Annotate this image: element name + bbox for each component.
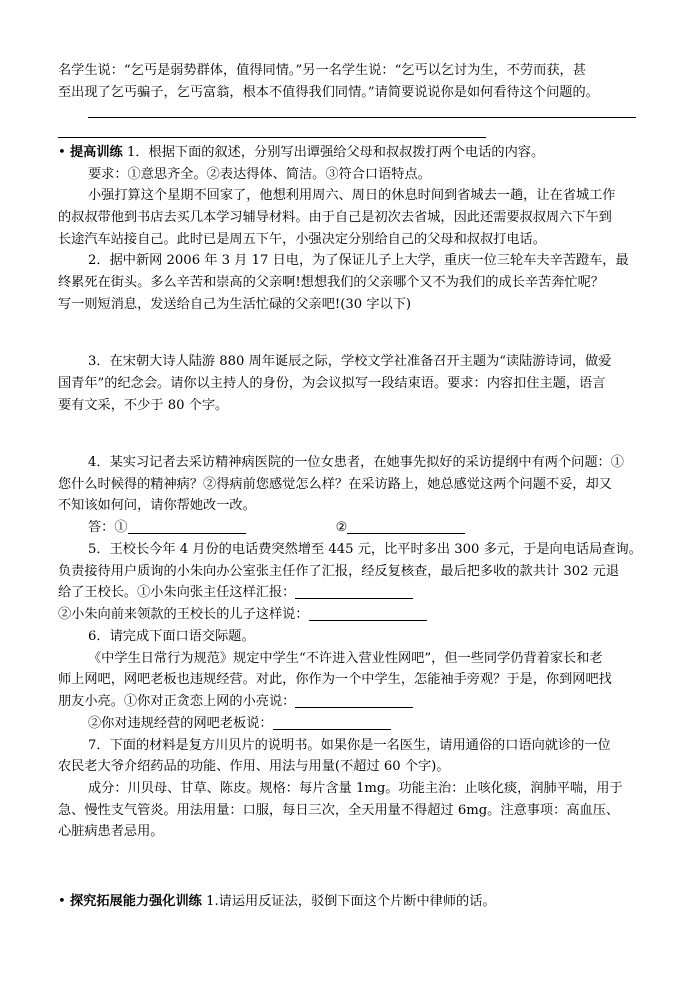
answer-row xyxy=(58,584,413,602)
text-line: 朋友小亮。①你对正贪恋上网的小亮说： xyxy=(58,694,296,709)
answer-blank[interactable] xyxy=(347,519,465,534)
answer-row xyxy=(88,519,465,537)
answer-blank[interactable] xyxy=(295,693,413,708)
text-line: 不知该如何问，请你帮她改一改。 xyxy=(58,498,256,513)
text-line: 要求：①意思齐全。②表达得体、简洁。③符合口语特点。 xyxy=(88,167,431,182)
text-line: 《中学生日常行为规范》规定中学生“不许进入营业性网吧”，但一些同学仍背着家长和老 xyxy=(88,651,603,666)
text-line: 4．某实习记者去采访精神病医院的一位女患者，在她事先拟好的采访提纲中有两个问题：① xyxy=(88,455,624,470)
bullet-icon: • xyxy=(58,894,66,909)
text-line: 名学生说：“乞丐是弱势群体，值得同情。”另一名学生说：“乞丐以乞讨为生，不劳而获，甚 xyxy=(58,63,586,78)
text-line: ②你对违规经营的网吧老板说： xyxy=(88,716,273,731)
text-line: 7．下面的材料是复方川贝片的说明书。如果你是一名医生，请用通俗的口语向就诊的一位 xyxy=(88,738,611,753)
answer-row xyxy=(58,606,427,624)
text-line: 2．据中新网 2006 年 3 月 17 日电，为了保证儿子上大学，重庆一位三轮车夫辛苦蹬车，最 xyxy=(88,253,629,268)
answer-label: 答：① xyxy=(88,520,128,535)
answer-line xyxy=(58,137,486,138)
text-line: 负责接待用户质询的小朱向办公室张主任作了汇报，经反复核查，最后把多收的款共计 302 元退 xyxy=(58,564,620,579)
answer-label: ② xyxy=(335,520,348,535)
section-heading-improve xyxy=(58,144,544,162)
answer-blank[interactable] xyxy=(128,519,246,534)
text-line: ②小朱向前来领款的王校长的儿子这样说： xyxy=(58,607,309,622)
text-line: 6．请完成下面口语交际题。 xyxy=(88,629,255,644)
answer-row xyxy=(88,715,391,733)
section-heading-explore xyxy=(58,893,496,911)
section-title: 提高训练 xyxy=(69,145,123,160)
text-line: 长途汽车站接自己。此时已是周五下午，小强决定分别给自己的父母和叔叔打电话。 xyxy=(58,232,546,247)
section-title: 探究拓展能力强化训练 xyxy=(69,894,202,909)
answer-blank[interactable] xyxy=(273,715,391,730)
answer-blank[interactable] xyxy=(295,584,413,599)
bullet-icon: • xyxy=(58,145,66,160)
text-line: 终累死在街头。多么辛苦和崇高的父亲啊!想想我们的父亲哪个又不为我们的成长辛苦奔忙呢？ xyxy=(58,275,604,290)
text-line: 要有文采，不少于 80 个字。 xyxy=(58,398,229,413)
text-line: 师上网吧，网吧老板也违规经营。对此，你作为一个中学生，怎能袖手旁观？于是，你到网吧找 xyxy=(58,672,612,687)
text-line: 您什么时候得的精神病？②得病前您感觉怎么样？在采访路上，她总感觉这两个问题不妥，却又 xyxy=(58,477,612,492)
text-line: 的叔叔带他到书店去买几本学习辅导材料。由于自己是初次去省城，因此还需要叔叔周六下午到 xyxy=(58,210,612,225)
question-text: 1.请运用反证法，驳倒下面这个片断中律师的话。 xyxy=(206,894,496,909)
text-line: 农民老大爷介绍药品的功能、作用、用法与用量(不超过 60 个字)。 xyxy=(58,759,450,774)
text-line: 3．在宋朝大诗人陆游 880 周年诞辰之际，学校文学社准备召开主题为“读陆游诗词，做爱 xyxy=(88,354,612,369)
text-line: 5．王校长今年 4 月份的电话费突然增至 445 元，比平时多出 300 多元，于是向电话局查询。 xyxy=(88,542,642,557)
answer-row xyxy=(58,693,413,711)
text-line: 成分：川贝母、甘草、陈皮。规格：每片含量 1mg。功能主治：止咳化痰，润肺平喘，用于 xyxy=(88,781,623,796)
text-line: 至出现了乞丐骗子，乞丐富翁，根本不值得我们同情。”请简要说说你是如何看待这个问题的。 xyxy=(58,85,599,100)
text-line: 给了王校长。①小朱向张主任这样汇报： xyxy=(58,585,296,600)
text-line: 小强打算这个星期不回家了，他想利用周六、周日的休息时间到省城去一趟，让在省城工作 xyxy=(88,188,616,203)
text-line: 急、慢性支气管炎。用法用量：口服，每日三次，全天用量不得超过 6mg。注意事项：高血压、 xyxy=(58,803,620,818)
text-line: 心脏病患者忌用。 xyxy=(58,824,164,839)
text-line: 国青年”的纪念会。请你以主持人的身份，为会议拟写一段结束语。要求：内容扣住主题，语言 xyxy=(58,376,606,391)
text-line: 写一则短消息，发送给自己为生活忙碌的父亲吧!(30 字以下) xyxy=(58,297,412,312)
question-text: 1．根据下面的叙述，分别写出谭强给父母和叔叔拨打两个电话的内容。 xyxy=(126,145,545,160)
answer-line xyxy=(88,117,636,118)
answer-blank[interactable] xyxy=(309,606,427,621)
